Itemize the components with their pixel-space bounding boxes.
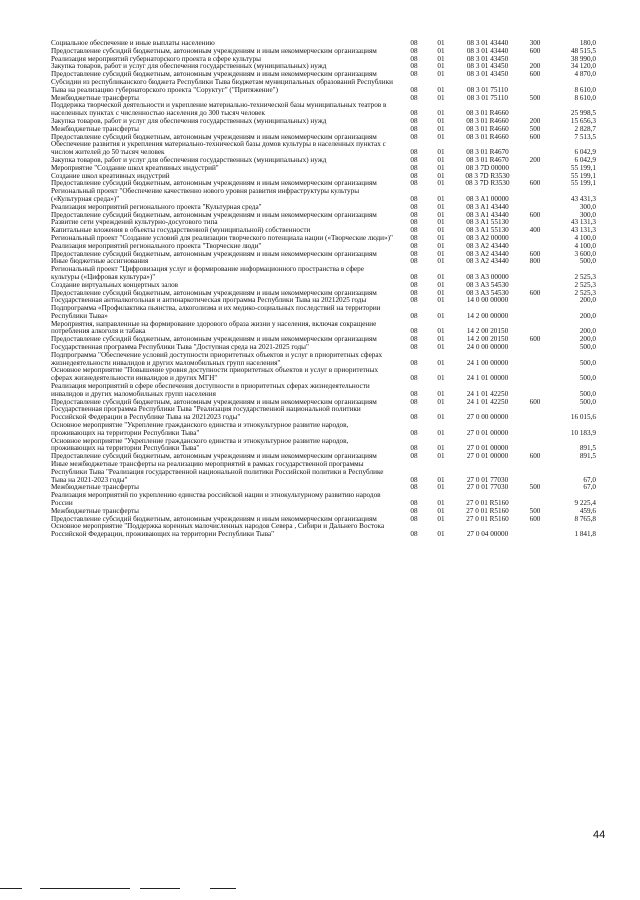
row-expense-type: 200 <box>529 155 541 164</box>
row-subsection: 01 <box>437 39 445 47</box>
row-expense-type: 800 <box>529 257 541 266</box>
row-expense-type: 600 <box>529 288 541 297</box>
row-name: Капитальные вложения в объекты государственной (муниципальной) собственности <box>51 226 311 235</box>
row-expense-type: 500 <box>529 483 541 492</box>
row-amount: 500,0 <box>579 358 596 367</box>
row-section: 08 <box>410 288 418 297</box>
row-name: Основное мероприятие "Укрепление гражданского единства и этнокультурное развитие народов, проживающих на территории Республики Тыва" <box>51 421 349 437</box>
row-expense-type: 500 <box>529 124 541 133</box>
row-section: 08 <box>410 335 418 344</box>
row-amount: 16 015,6 <box>570 413 596 422</box>
row-target-article: 08 3 A1 43440 <box>466 202 509 211</box>
row-target-article: 27 0 01 R5160 <box>466 514 509 523</box>
row-expense-type <box>520 297 550 305</box>
row-expense-type: 600 <box>529 335 541 344</box>
row-amount: 8 610,0 <box>574 93 596 102</box>
row-expense-type <box>520 165 550 173</box>
row-subsection: 01 <box>437 202 445 211</box>
row-name: Реализация мероприятий по укреплению единства российской нации и этнокультурному развитию народов России <box>51 491 381 508</box>
row-name: Основное мероприятие "Укрепление гражданского единства и этнокультурное развитие народов, проживающих на территории Республики Тыва" <box>51 436 349 453</box>
row-expense-type <box>520 321 550 337</box>
row-name: Государственная программа Республики Тыва "Доступная среда на 2021-2025 годы" <box>51 343 309 352</box>
row-expense-type: 500 <box>529 506 541 515</box>
row-section: 08 <box>410 46 418 55</box>
row-target-article: 27 0 01 00000 <box>466 452 509 461</box>
row-section: 08 <box>410 296 418 305</box>
row-subsection: 01 <box>437 241 445 250</box>
row-expense-type <box>520 492 550 508</box>
row-target-article: 08 3 A3 54530 <box>466 280 509 289</box>
row-name: Поддержка творческой деятельности и укрепление материально-технической базы муниципальных театров в населенных пунктах с численностью населения до 300 тысяч человек <box>51 101 387 118</box>
table-row <box>51 461 596 484</box>
row-target-article: 27 0 04 00000 <box>466 530 509 539</box>
row-section: 08 <box>410 374 418 383</box>
row-subsection: 01 <box>437 233 445 242</box>
row-section: 08 <box>410 506 418 515</box>
row-target-article: 27 0 01 77030 <box>466 483 509 492</box>
page-number: 44 <box>593 829 606 841</box>
row-amount: 67,0 <box>583 483 596 492</box>
scan-edge-mark <box>0 888 22 889</box>
row-expense-type <box>520 305 550 321</box>
scan-edge-mark <box>40 888 130 889</box>
row-amount: 2 525,3 <box>574 272 596 281</box>
row-name: Предоставление субсидий бюджетным, автономным учреждениям и иным некоммерческим организациям <box>51 210 377 219</box>
row-subsection: 01 <box>437 62 445 71</box>
row-subsection: 01 <box>437 210 445 219</box>
row-target-article: 08 3 A2 43440 <box>466 249 509 258</box>
row-section: 08 <box>410 93 418 102</box>
row-name: Межбюджетные трансферты <box>51 93 139 102</box>
budget-table-body <box>51 40 596 539</box>
row-amount: 48 515,5 <box>570 46 596 55</box>
budget-table <box>51 40 596 539</box>
row-target-article: 24 1 01 42250 <box>466 389 509 398</box>
row-amount: 500,0 <box>579 343 596 352</box>
row-amount: 38 990,0 <box>570 54 596 63</box>
row-expense-type <box>520 141 550 157</box>
row-subsection: 01 <box>437 54 445 63</box>
row-amount: 9 225,4 <box>574 499 596 508</box>
row-amount: 6 042,9 <box>574 155 596 164</box>
row-expense-type: 600 <box>529 249 541 258</box>
row-section: 08 <box>410 397 418 406</box>
row-name: Создание виртуальных концертных залов <box>51 280 179 289</box>
row-target-article: 08 3 01 75110 <box>466 85 509 94</box>
row-section: 08 <box>410 249 418 258</box>
row-name: Реализация мероприятий регионального проекта "Культурная среда" <box>51 202 262 211</box>
row-section: 08 <box>410 39 418 47</box>
row-section: 08 <box>410 210 418 219</box>
table-row <box>51 102 596 118</box>
table-row <box>51 438 596 454</box>
row-section: 08 <box>410 148 418 157</box>
row-name: Закупка товаров, работ и услуг для обеспечения государственных (муниципальных) нужд <box>51 155 327 164</box>
row-name: Предоставление субсидий бюджетным, автономным учреждениям и иным некоммерческим организациям <box>51 179 377 188</box>
row-name: Предоставление субсидий бюджетным, автономным учреждениям и иным некоммерческим организациям <box>51 70 377 79</box>
row-expense-type <box>520 438 550 454</box>
row-target-article: 27 0 00 00000 <box>466 413 509 422</box>
table-row <box>51 321 596 337</box>
row-target-article: 08 3 01 R4660 <box>466 124 509 133</box>
row-name: Подпрограмма «Профилактика пьянства, алкоголизма и их медико-социальных последствий на территории Республики Тыва» <box>51 304 381 320</box>
row-amount: 43 431,3 <box>570 194 596 203</box>
row-name: Иные бюджетные ассигнования <box>51 257 149 266</box>
row-amount: 300,0 <box>579 202 596 211</box>
row-target-article: 08 3 A3 54530 <box>466 288 509 297</box>
row-section: 08 <box>410 530 418 539</box>
row-expense-type: 600 <box>529 179 541 188</box>
row-section: 08 <box>410 202 418 211</box>
row-expense-type: 600 <box>529 132 541 141</box>
row-target-article: 08 3 7D 00000 <box>466 163 509 172</box>
row-name: Региональный проект "Создание условий для реализации творческого потенциала нации («Творческие люди»)" <box>51 233 393 242</box>
row-section: 08 <box>410 280 418 289</box>
row-amount: 4 100,0 <box>574 241 596 250</box>
table-row <box>51 141 596 157</box>
row-amount: 55 199,1 <box>570 163 596 172</box>
row-subsection: 01 <box>437 132 445 141</box>
row-target-article: 08 3 A2 00000 <box>466 233 509 242</box>
row-section: 08 <box>410 155 418 164</box>
row-subsection: 01 <box>437 358 445 367</box>
row-expense-type <box>520 102 550 118</box>
row-amount: 4 870,0 <box>574 70 596 79</box>
row-subsection: 01 <box>437 483 445 492</box>
row-expense-type <box>520 422 550 438</box>
row-name: Мероприятие "Создание школ креативных индустрий" <box>51 163 219 172</box>
row-section: 08 <box>410 116 418 125</box>
table-row <box>51 188 596 204</box>
row-subsection: 01 <box>437 389 445 398</box>
row-section: 08 <box>410 514 418 523</box>
row-expense-type <box>520 406 550 422</box>
row-subsection: 01 <box>437 280 445 289</box>
row-name: Создание школ креативных индустрий <box>51 171 170 180</box>
row-expense-type: 600 <box>529 46 541 55</box>
row-name: Государственная программа Республики Тыва "Реализация государственной национальной политики Российской Федерации в Республике Тыва на 20212023 годы" <box>51 405 361 422</box>
row-name: Предоставление субсидий бюджетным, автономным учреждениям и иным некоммерческим организациям <box>51 249 377 258</box>
row-target-article: 08 3 01 R4660 <box>466 116 509 125</box>
row-expense-type: 200 <box>529 62 541 71</box>
row-target-article: 14 0 00 00000 <box>466 296 509 305</box>
row-subsection: 01 <box>437 397 445 406</box>
row-subsection: 01 <box>437 194 445 203</box>
row-name: Закупка товаров, работ и услуг для обеспечения государственных (муниципальных) нужд <box>51 62 327 71</box>
row-amount: 300,0 <box>579 210 596 219</box>
row-section: 08 <box>410 389 418 398</box>
row-subsection: 01 <box>437 226 445 235</box>
row-amount: 8 610,0 <box>574 85 596 94</box>
row-subsection: 01 <box>437 475 445 484</box>
row-section: 08 <box>410 194 418 203</box>
row-target-article: 14 2 00 00000 <box>466 311 509 320</box>
row-name: Предоставление субсидий бюджетным, автономным учреждениям и иным некоммерческим организациям <box>51 397 377 406</box>
row-amount: 34 120,0 <box>570 62 596 71</box>
row-amount: 2 525,3 <box>574 280 596 289</box>
row-name: Развитие сети учреждений культурно-досугового типа <box>51 218 218 227</box>
row-name: Предоставление субсидий бюджетным, автономным учреждениям и иным некоммерческим организациям <box>51 288 377 297</box>
row-amount: 6 042,9 <box>574 148 596 157</box>
row-subsection: 01 <box>437 499 445 508</box>
row-target-article: 08 3 A3 00000 <box>466 272 509 281</box>
row-amount: 200,0 <box>579 327 596 336</box>
row-expense-type: 600 <box>529 210 541 219</box>
row-target-article: 08 3 01 43450 <box>466 54 509 63</box>
row-expense-type: 200 <box>529 116 541 125</box>
row-expense-type: 600 <box>529 70 541 79</box>
row-subsection: 01 <box>437 155 445 164</box>
row-name: Реализация мероприятий регионального проекта "Творческие люди" <box>51 241 262 250</box>
row-section: 08 <box>410 311 418 320</box>
row-target-article: 27 0 01 00000 <box>466 428 509 437</box>
row-amount: 55 199,1 <box>570 171 596 180</box>
row-target-article: 14 2 00 20150 <box>466 327 509 336</box>
row-subsection: 01 <box>437 85 445 94</box>
row-expense-type <box>520 383 550 399</box>
row-target-article: 27 0 01 R5160 <box>466 499 509 508</box>
row-amount: 25 998,5 <box>570 109 596 118</box>
row-target-article: 24 1 01 00000 <box>466 374 509 383</box>
row-name: Подпрограмма "Обеспечение условий доступности приоритетных объектов и услуг в приоритетных сферах жизнедеятельности инвалидов и других маломобильных групп населения" <box>51 350 383 367</box>
row-target-article: 08 3 7D R3530 <box>465 179 510 188</box>
row-name: Межбюджетные трансферты <box>51 506 139 515</box>
row-subsection: 01 <box>437 514 445 523</box>
row-section: 08 <box>410 132 418 141</box>
row-section: 08 <box>410 483 418 492</box>
row-section: 08 <box>410 124 418 133</box>
row-subsection: 01 <box>437 148 445 157</box>
row-subsection: 01 <box>437 428 445 437</box>
table-row <box>51 523 596 539</box>
row-amount: 43 131,3 <box>570 226 596 235</box>
row-expense-type: 300 <box>529 39 541 47</box>
row-target-article: 08 3 01 43450 <box>466 70 509 79</box>
row-subsection: 01 <box>437 109 445 118</box>
row-section: 08 <box>410 428 418 437</box>
row-name: Обеспечение развития и укрепления материально-технической базы домов культуры в населенных пунктах с числом жителей до 50 тысяч человек <box>51 140 386 157</box>
row-subsection: 01 <box>437 171 445 180</box>
row-subsection: 01 <box>437 452 445 461</box>
row-target-article: 08 3 7D R3530 <box>465 171 510 180</box>
row-amount: 891,5 <box>579 452 596 461</box>
row-name: Мероприятия, направленные на формирование здорового образа жизни у населения, включая сокращение потребления алкоголя и табака <box>51 319 377 336</box>
table-row <box>51 305 596 321</box>
scan-edge-mark <box>210 888 236 889</box>
row-subsection: 01 <box>437 444 445 453</box>
row-target-article: 08 3 01 R4660 <box>466 132 509 141</box>
row-name: Предоставление субсидий бюджетным, автономным учреждениям и иным некоммерческим организациям <box>51 46 377 55</box>
row-target-article: 24 0 00 00000 <box>466 343 509 352</box>
row-section: 08 <box>410 452 418 461</box>
row-name: Межбюджетные трансферты <box>51 483 139 492</box>
row-subsection: 01 <box>437 257 445 266</box>
row-subsection: 01 <box>437 413 445 422</box>
row-section: 08 <box>410 85 418 94</box>
row-expense-type <box>520 79 550 95</box>
row-amount: 500,0 <box>579 389 596 398</box>
row-subsection: 01 <box>437 124 445 133</box>
table-row <box>51 383 596 399</box>
table-row <box>51 367 596 383</box>
row-amount: 43 131,3 <box>570 218 596 227</box>
row-expense-type: 600 <box>529 397 541 406</box>
row-subsection: 01 <box>437 249 445 258</box>
row-amount: 2 828,7 <box>574 124 596 133</box>
row-subsection: 01 <box>437 530 445 539</box>
row-name: Региональный проект "Обеспечение качественно нового уровня развития инфраструктуры культуры («Культурная среда»)" <box>51 187 360 203</box>
row-amount: 67,0 <box>583 475 596 484</box>
row-subsection: 01 <box>437 296 445 305</box>
row-section: 08 <box>410 358 418 367</box>
row-target-article: 24 1 01 42250 <box>466 397 509 406</box>
row-target-article: 27 0 01 R5160 <box>466 506 509 515</box>
row-amount: 10 183,9 <box>570 428 596 437</box>
row-name: Закупка товаров, работ и услуг для обеспечения государственных (муниципальных) нужд <box>51 116 327 125</box>
row-name: Реализация мероприятий в сфере обеспечения доступности в приоритетных сферах жизнедеятельности инвалидов и других маломобильных групп населения <box>51 382 370 398</box>
row-name: Предоставление субсидий бюджетным, автономным учреждениям и иным некоммерческим организациям <box>51 132 377 141</box>
row-subsection: 01 <box>437 288 445 297</box>
row-subsection: 01 <box>437 311 445 320</box>
row-subsection: 01 <box>437 93 445 102</box>
row-section: 08 <box>410 475 418 484</box>
row-name: Предоставление субсидий бюджетным, автономным учреждениям и иным некоммерческим организациям <box>51 514 377 523</box>
row-amount: 15 656,3 <box>570 116 596 125</box>
row-expense-type <box>520 188 550 204</box>
row-amount: 1 841,8 <box>574 530 596 539</box>
row-name: Предоставление субсидий бюджетным, автономным учреждениям и иным некоммерческим организациям <box>51 452 377 461</box>
table-row <box>51 422 596 438</box>
row-section: 08 <box>410 343 418 352</box>
row-amount: 4 100,0 <box>574 233 596 242</box>
row-section: 08 <box>410 444 418 453</box>
row-target-article: 08 3 01 43440 <box>466 46 509 55</box>
row-subsection: 01 <box>437 163 445 172</box>
row-section: 08 <box>410 241 418 250</box>
row-subsection: 01 <box>437 506 445 515</box>
row-target-article: 08 3 01 43440 <box>466 39 509 47</box>
row-amount: 891,5 <box>579 444 596 453</box>
row-target-article: 14 2 00 20150 <box>466 335 509 344</box>
table-row <box>51 352 596 368</box>
row-subsection: 01 <box>437 116 445 125</box>
row-target-article: 27 0 01 00000 <box>466 444 509 453</box>
row-name: Реализация мероприятий губернаторского проекта в сфере культуры <box>51 54 261 63</box>
row-expense-type <box>520 352 550 368</box>
row-amount: 500,0 <box>579 397 596 406</box>
row-section: 08 <box>410 171 418 180</box>
row-target-article: 08 3 01 43450 <box>466 62 509 71</box>
row-name: Предоставление субсидий бюджетным, автономным учреждениям и иным некоммерческим организациям <box>51 335 377 344</box>
row-target-article: 08 3 A1 55130 <box>466 218 509 227</box>
row-amount: 7 513,5 <box>574 132 596 141</box>
row-amount: 2 525,3 <box>574 288 596 297</box>
table-row <box>51 266 596 282</box>
row-subsection: 01 <box>437 46 445 55</box>
row-section: 08 <box>410 109 418 118</box>
row-target-article: 08 3 01 R4660 <box>466 109 509 118</box>
row-section: 08 <box>410 179 418 188</box>
row-name: Основное мероприятие "Поддержка коренных малочисленных народов Севера , Сибири и Дальнего Востока Российской Федерации, проживающих на территории Республики Тыва" <box>51 522 385 539</box>
table-row <box>51 492 596 508</box>
row-expense-type: 500 <box>529 93 541 102</box>
row-amount: 8 765,8 <box>574 514 596 523</box>
row-target-article: 08 3 01 75110 <box>466 93 509 102</box>
row-amount: 55 199,1 <box>570 179 596 188</box>
table-row <box>51 79 596 95</box>
row-amount: 500,0 <box>579 257 596 266</box>
row-expense-type: 600 <box>529 514 541 523</box>
row-section: 08 <box>410 54 418 63</box>
row-expense-type: 400 <box>529 226 541 235</box>
row-section: 08 <box>410 226 418 235</box>
row-amount: 180,0 <box>579 39 596 47</box>
row-subsection: 01 <box>437 327 445 336</box>
row-target-article: 08 3 01 R4670 <box>466 155 509 164</box>
row-section: 08 <box>410 62 418 71</box>
row-target-article: 08 3 A1 00000 <box>466 194 509 203</box>
row-name: Межбюджетные трансферты <box>51 124 139 133</box>
row-target-article: 08 3 A1 43440 <box>466 210 509 219</box>
row-subsection: 01 <box>437 335 445 344</box>
row-amount: 200,0 <box>579 296 596 305</box>
row-expense-type: 600 <box>529 452 541 461</box>
row-section: 08 <box>410 233 418 242</box>
row-expense-type <box>520 523 550 539</box>
row-section: 08 <box>410 163 418 172</box>
row-target-article: 08 3 A1 55130 <box>466 226 509 235</box>
row-amount: 200,0 <box>579 335 596 344</box>
row-target-article: 08 3 A2 43440 <box>466 257 509 266</box>
scan-edge-mark <box>140 888 180 889</box>
row-subsection: 01 <box>437 70 445 79</box>
row-expense-type <box>520 367 550 383</box>
row-target-article: 27 0 01 77030 <box>466 475 509 484</box>
row-amount: 459,6 <box>579 506 596 515</box>
row-name: Государственная антиалкогольная и антинаркотическая программа Республики Тыва на 20212025 годы <box>51 296 367 305</box>
row-expense-type <box>520 266 550 282</box>
row-section: 08 <box>410 257 418 266</box>
row-subsection: 01 <box>437 343 445 352</box>
row-subsection: 01 <box>437 179 445 188</box>
row-name: Социальное обеспечение и иные выплаты населению <box>51 39 215 47</box>
row-section: 08 <box>410 413 418 422</box>
row-name: Субсидии из республиканского бюджета Республики Тыва бюджетам муниципальных образований Республики Тыва на реализацию губернаторского проекта "Соруктуг" ("Притяжение") <box>51 77 393 94</box>
row-amount: 3 600,0 <box>574 249 596 258</box>
row-name: Региональный проект "Цифровизация услуг и формирование информационного пространства в сфере культуры («Цифровая культура»)" <box>51 265 364 281</box>
row-expense-type <box>520 344 550 352</box>
row-name: Иные межбюджетные трансферты на реализацию мероприятий в рамках государственной программы Республики Тыва "Реализация государственной национальной политики Российской политики в Республике Тыва на 2021-2023 годы" <box>51 460 384 484</box>
row-name: Основное мероприятие "Повышение уровня доступности приоритетных объектов и услуг в приоритетных сферах жизнедеятельности инвалидов и других МГН" <box>51 366 379 383</box>
row-section: 08 <box>410 218 418 227</box>
row-subsection: 01 <box>437 272 445 281</box>
row-expense-type <box>520 461 550 484</box>
row-target-article: 08 3 01 R4670 <box>466 148 509 157</box>
row-section: 08 <box>410 499 418 508</box>
row-target-article: 24 1 00 00000 <box>466 358 509 367</box>
row-subsection: 01 <box>437 374 445 383</box>
row-expense-type <box>520 235 550 243</box>
row-subsection: 01 <box>437 218 445 227</box>
row-section: 08 <box>410 272 418 281</box>
row-amount: 200,0 <box>579 311 596 320</box>
row-section: 08 <box>410 70 418 79</box>
table-row <box>51 406 596 422</box>
row-amount: 500,0 <box>579 374 596 383</box>
row-target-article: 08 3 A2 43440 <box>466 241 509 250</box>
row-section: 08 <box>410 327 418 336</box>
